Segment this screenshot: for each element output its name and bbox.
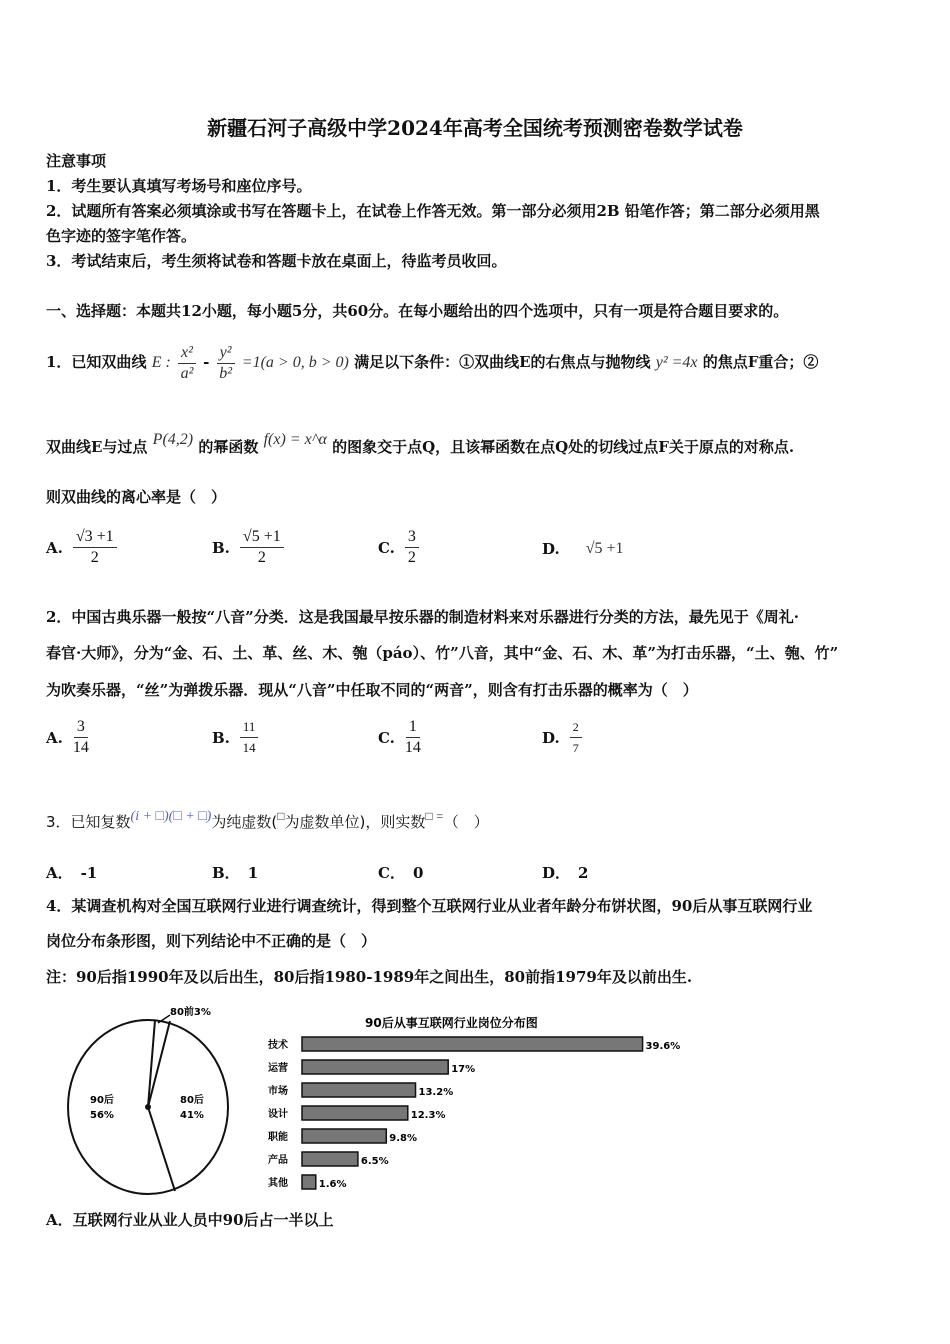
math: E :: [151, 354, 171, 371]
option-value: -1: [80, 863, 98, 882]
question-4-line: 4．某调查机构对全国互联网行业进行调查统计，得到整个互联网行业从业者年龄分布饼状图，90后从事互联网行业: [46, 897, 813, 915]
math: y² =4x: [655, 354, 698, 371]
denominator: 7: [572, 741, 579, 755]
option-a[interactable]: [46, 717, 91, 758]
denominator: 2: [257, 549, 266, 566]
option-label: C．: [378, 864, 405, 882]
text: 为纯虚数(: [211, 813, 278, 831]
bar-category-label: 产品: [268, 1155, 288, 1166]
option-d[interactable]: [542, 717, 584, 758]
bar: [302, 1152, 358, 1166]
bar-value-label: 1.6%: [318, 1179, 347, 1190]
bar-category-label: 设计: [268, 1109, 288, 1120]
math: -: [203, 353, 210, 371]
denominator: 14: [72, 739, 89, 756]
notice-item: 2．试题所有答案必须填涂或书写在答题卡上，在试卷上作答无效。第一部分必须用2B 铅笔作答；第二部分必须用黑: [46, 202, 820, 220]
denominator: 14: [242, 740, 256, 755]
option-label: D.: [542, 728, 560, 747]
text: 满足以下条件：①双曲线E的右焦点与抛物线: [354, 353, 651, 371]
option-c[interactable]: [378, 862, 423, 883]
question-2-line: 2．中国古典乐器一般按“八音”分类．这是我国最早按乐器的制造材料来对乐器进行分类的方法，最先见于《周礼·: [46, 608, 799, 626]
notice-item: 色字迹的签字笔作答。: [46, 227, 197, 245]
bar-category-label: 技术: [268, 1040, 288, 1051]
numerator: y²: [217, 343, 235, 364]
math: f(x) = x^α: [263, 431, 327, 448]
bar: [302, 1037, 643, 1051]
math: P(4,2): [152, 431, 194, 448]
question-3-line: [46, 809, 489, 834]
bar-chart-title: 90后从事互联网行业岗位分布图: [365, 1016, 538, 1030]
question-4-option-a[interactable]: A．互联网行业从业人员中90后占一半以上: [46, 1211, 334, 1229]
bar-value-label: 39.6%: [645, 1041, 681, 1052]
text: 3．已知复数: [46, 813, 131, 831]
age-pie-chart: [68, 1005, 228, 1194]
bar-category-label: 运营: [268, 1063, 288, 1074]
notice-heading: 注意事项: [46, 152, 107, 170]
option-label: A．: [46, 864, 73, 882]
pie-center: [145, 1104, 151, 1110]
option-label: D．: [542, 864, 571, 882]
question-2-line: 春官·大师》，分为“金、石、土、革、丝、木、匏（páo）、竹”八音，其中“金、石、木、革”为打击乐器，“土、匏、竹”: [46, 644, 839, 662]
bar-value-label: 17%: [451, 1064, 476, 1075]
option-c[interactable]: [378, 527, 421, 568]
denominator: 2: [90, 549, 99, 566]
pie-label-80: 80后: [180, 1095, 204, 1106]
denominator: 2: [407, 549, 416, 566]
bar: [302, 1083, 416, 1097]
numerator: 2: [570, 717, 582, 738]
text: 为虚数单位)，则实数: [284, 813, 426, 831]
page-title: 新疆石河子高级中学2024年高考全国统考预测密卷数学试卷: [207, 116, 743, 140]
option-d[interactable]: [542, 540, 624, 558]
bar-value-label: 9.8%: [389, 1133, 418, 1144]
numerator: 11: [240, 717, 259, 738]
question-1-line-3: 则双曲线的离心率是（ ）: [46, 488, 227, 506]
question-4-line: 岗位分布条形图，则下列结论中不正确的是（ ）: [46, 932, 377, 950]
option-value: √5 +1: [585, 540, 624, 557]
question-2-line: 为吹奏乐器，“丝”为弹拨乐器．现从“八音”中任取不同的“两音”，则含有打击乐器的概率为（ ）: [46, 681, 698, 699]
fraction: [217, 343, 235, 384]
question-4-note: 注：90后指1990年及以后出生，80后指1980-1989年之间出生，80前指1979年及以前出生.: [46, 968, 693, 986]
bar-value-label: 6.5%: [360, 1156, 389, 1167]
option-label: A.: [46, 728, 63, 747]
option-label: B.: [212, 728, 230, 747]
notice-item: 3．考试结束后，考生须将试卷和答题卡放在桌面上，待监考员收回。: [46, 252, 507, 270]
option-label: A.: [46, 538, 63, 557]
text: （ ）: [443, 813, 489, 831]
text: 的幂函数: [198, 438, 259, 456]
math: (i + □)(□ + □): [130, 809, 212, 824]
question-1-line-1: [46, 340, 818, 385]
pie-label-80-before: 80前3%: [170, 1007, 211, 1018]
notice-item: 1．考生要认真填写考场号和座位序号。: [46, 177, 312, 195]
pie-label-90: 90后: [90, 1095, 114, 1106]
denominator: a²: [180, 364, 194, 382]
text: 的焦点F重合；②: [702, 353, 819, 371]
bar-value-label: 13.2%: [418, 1087, 454, 1098]
option-d[interactable]: [542, 862, 588, 883]
bar-category-label: 其他: [268, 1178, 288, 1189]
numerator: √3 +1: [73, 527, 117, 548]
bar: [302, 1060, 448, 1074]
numerator: 3: [405, 527, 419, 548]
bar: [302, 1175, 316, 1189]
math: □ =: [425, 809, 444, 823]
option-b[interactable]: [212, 717, 260, 758]
option-label: D.: [542, 540, 560, 558]
option-label: B.: [212, 538, 230, 557]
denominator: b²: [219, 364, 232, 382]
pie-value-90: 56%: [90, 1110, 114, 1121]
question-1-line-2: [46, 431, 795, 458]
numerator: √5 +1: [240, 527, 284, 548]
option-value: 2: [578, 863, 589, 882]
option-a[interactable]: [46, 862, 97, 883]
option-value: 0: [412, 863, 424, 882]
option-b[interactable]: [212, 527, 286, 568]
math: =1(a > 0, b > 0): [241, 354, 349, 371]
math: □: [277, 809, 285, 823]
text: 的图象交于点Q，且该幂函数在点Q处的切线过点F关于原点的对称点.: [332, 438, 795, 456]
bar-value-label: 12.3%: [410, 1110, 446, 1121]
text: 双曲线E与过点: [46, 438, 148, 456]
numerator: x²: [178, 343, 196, 364]
option-value: 1: [247, 863, 259, 882]
option-c[interactable]: [378, 717, 423, 758]
option-b[interactable]: [212, 862, 258, 883]
text: 1．已知双曲线: [46, 353, 147, 371]
numerator: 3: [74, 717, 88, 738]
bar: [302, 1106, 408, 1120]
pie-slice-boundary: [148, 1107, 175, 1191]
bar-category-label: 职能: [268, 1132, 288, 1143]
pie-value-80: 41%: [180, 1110, 204, 1121]
question-4-figures: [0, 995, 950, 1205]
bar: [302, 1129, 386, 1143]
option-label: B．: [212, 864, 240, 882]
fraction: [178, 343, 196, 384]
section-heading: 一、选择题：本题共12小题，每小题5分，共60分。在每小题给出的四个选项中，只有一项是符合题目要求的。: [46, 302, 789, 320]
option-label: C.: [378, 728, 395, 747]
job-bar-chart: [267, 1015, 680, 1190]
option-a[interactable]: [46, 527, 119, 568]
denominator: 14: [404, 739, 421, 756]
bar-category-label: 市场: [268, 1086, 288, 1097]
option-label: C.: [378, 538, 395, 557]
numerator: 1: [406, 717, 420, 738]
